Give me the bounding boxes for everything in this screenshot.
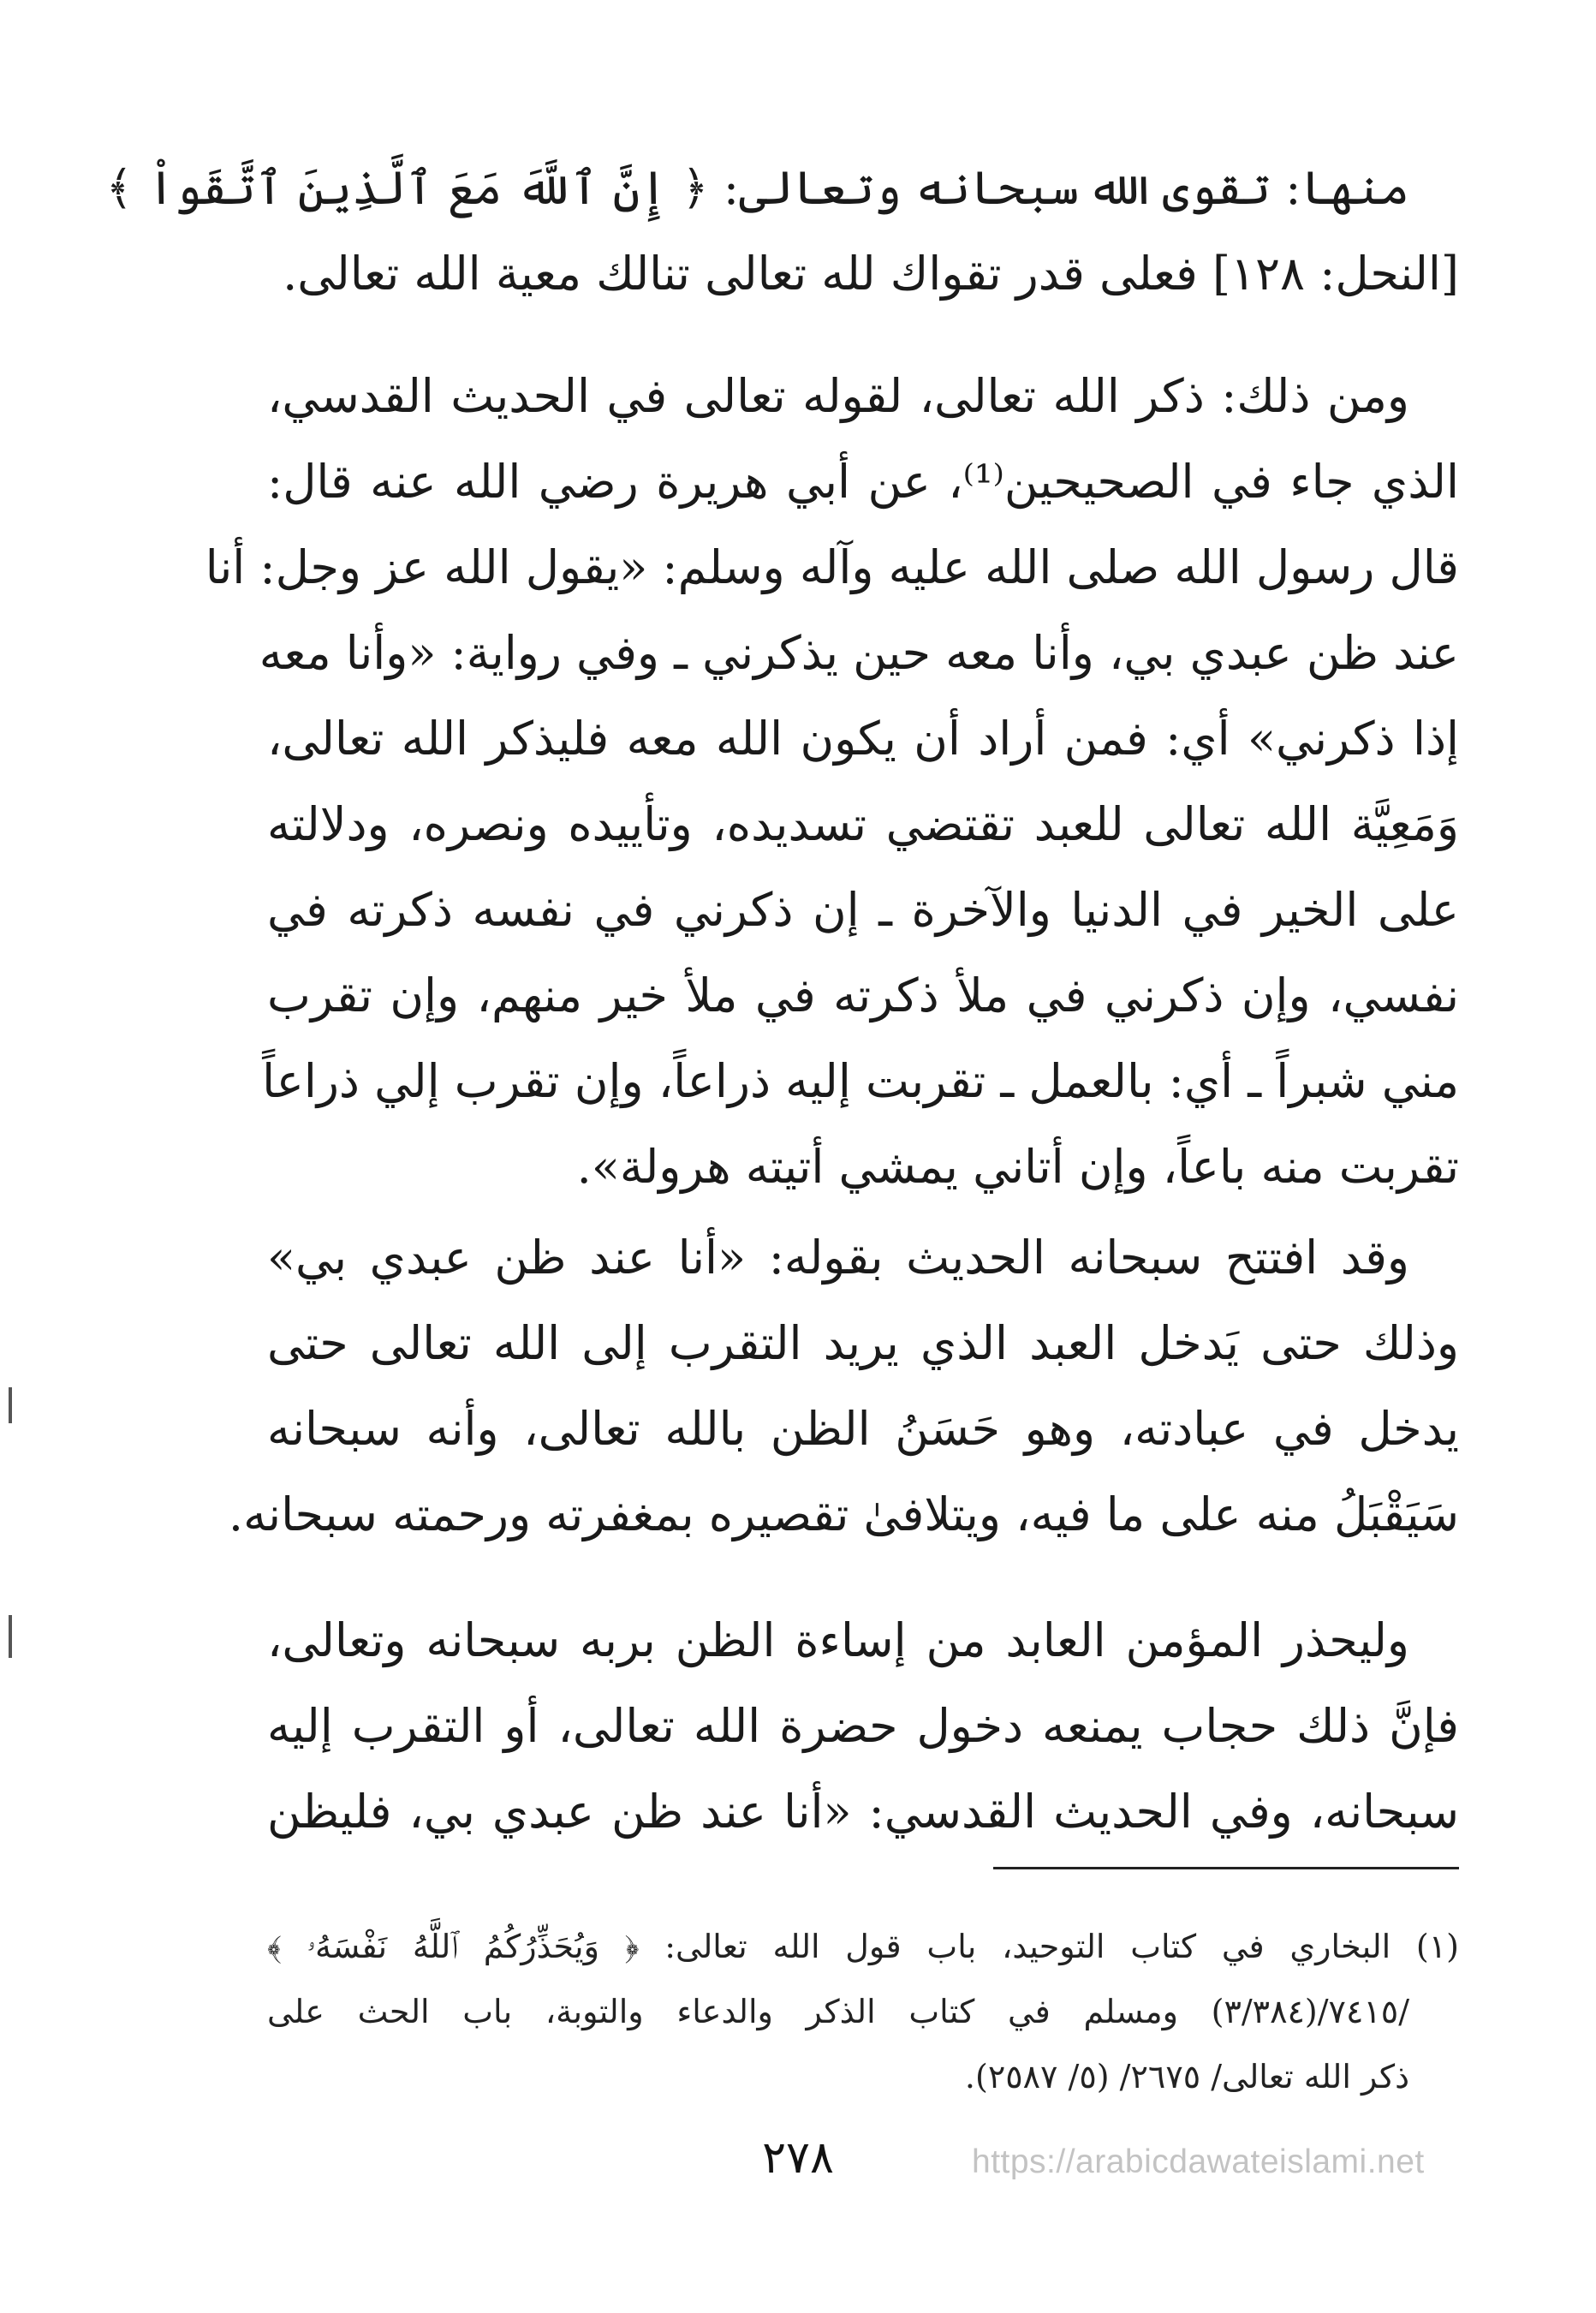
footnote-line: ذكر الله تعالى/ ٢٦٧٥/ (٥/ ٢٥٨٧).: [964, 2058, 1409, 2095]
paragraph-line: عند ظن عبدي بي، وأنا معه حين يذكرني ـ وفي رواية: «وأنا معه: [259, 626, 1459, 680]
paragraph-line: الذي جاء في الصحيحين⁽¹⁾، عن أبي هريرة رضي الله عنه قال:: [267, 455, 1459, 509]
paragraph-2: [205, 354, 1459, 1210]
footnote-divider: [993, 1867, 1459, 1869]
paragraph-line: منها: تقوى الله سبحانه وتعالى: ﴿ إِنَّ ٱللَّهَ مَعَ ٱلَّذِينَ ٱتَّقَواْ ﴾: [105, 161, 1409, 215]
watermark-url: https://arabicdawateislami.net: [972, 2143, 1425, 2180]
page-number: ٢٧٨: [762, 2132, 834, 2184]
paragraph-line: وَمَعِيَّة الله تعالى للعبد تقتضي تسديده، وتأييده ونصره، ودلالته: [267, 797, 1459, 851]
paragraph-line: على الخير في الدنيا والآخرة ـ إن ذكرني في نفسه ذكرته في: [267, 883, 1459, 937]
paragraph-line: وليحذر المؤمن العابد من إساءة الظن بربه سبحانه وتعالى،: [267, 1613, 1409, 1667]
paragraph-line: وقد افتتح سبحانه الحديث بقوله: «أنا عند ظن عبدي بي»: [267, 1231, 1409, 1285]
paragraph-line: إذا ذكرني» أي: فمن أراد أن يكون الله معه فليذكر الله تعالى،: [267, 712, 1459, 766]
paragraph-line: تقربت منه باعاً، وإن أتاني يمشي أتيته هرولة».: [576, 1140, 1459, 1194]
paragraph-line: فإنَّ ذلك حجاب يمنعه دخول حضرة الله تعالى، أو التقرب إليه: [267, 1699, 1459, 1753]
paragraph-line: نفسي، وإن ذكرني في ملأ ذكرته في ملأ خير منهم، وإن تقرب: [267, 969, 1459, 1022]
paragraph-line: سبحانه، وفي الحديث القدسي: «أنا عند ظن عبدي بي، فليظن: [267, 1785, 1459, 1839]
paragraph-line: [النحل: ١٢٨] فعلى قدر تقواك لله تعالى تنالك معية الله تعالى.: [283, 247, 1459, 301]
footnote-line: /٧٤١٥/(٣/٣٨٤) ومسلم في كتاب الذكر والدعاء والتوبة، باب الحث على: [267, 1993, 1409, 2030]
scan-edge-mark: [9, 1615, 12, 1658]
paragraph-line: قال رسول الله صلى الله عليه وآله وسلم: «يقول الله عز وجل: أنا: [205, 540, 1459, 594]
paragraph-line: سَيَقْبَلُ منه على ما فيه، ويتلافىٰ تقصيره بمغفرته ورحمته سبحانه.: [228, 1487, 1459, 1541]
paragraph-line: وذلك حتى يَدخل العبد الذي يريد التقرب إلى الله تعالى حتى: [267, 1316, 1459, 1370]
paragraph-3: [228, 1215, 1459, 1558]
footnotes: [267, 1914, 1459, 2109]
paragraph-4: [267, 1598, 1459, 1855]
footnote-line: (١) البخاري في كتاب التوحيد، باب قول الله تعالى: ﴿ وَيُحَذِّرُكُمُ ٱللَّهُ نَفْسَهُۥ ﴾: [267, 1928, 1459, 1965]
paragraph-line: يدخل في عبادته، وهو حَسَنُ الظن بالله تعالى، وأنه سبحانه: [267, 1402, 1459, 1456]
scan-edge-mark: [9, 1387, 12, 1423]
paragraph-line: مني شبراً ـ أي: بالعمل ـ تقربت إليه ذراعاً، وإن تقرب إلي ذراعاً: [262, 1054, 1459, 1108]
paragraph-1: [105, 146, 1459, 317]
paragraph-line: ومن ذلك: ذكر الله تعالى، لقوله تعالى في الحديث القدسي،: [267, 369, 1409, 423]
